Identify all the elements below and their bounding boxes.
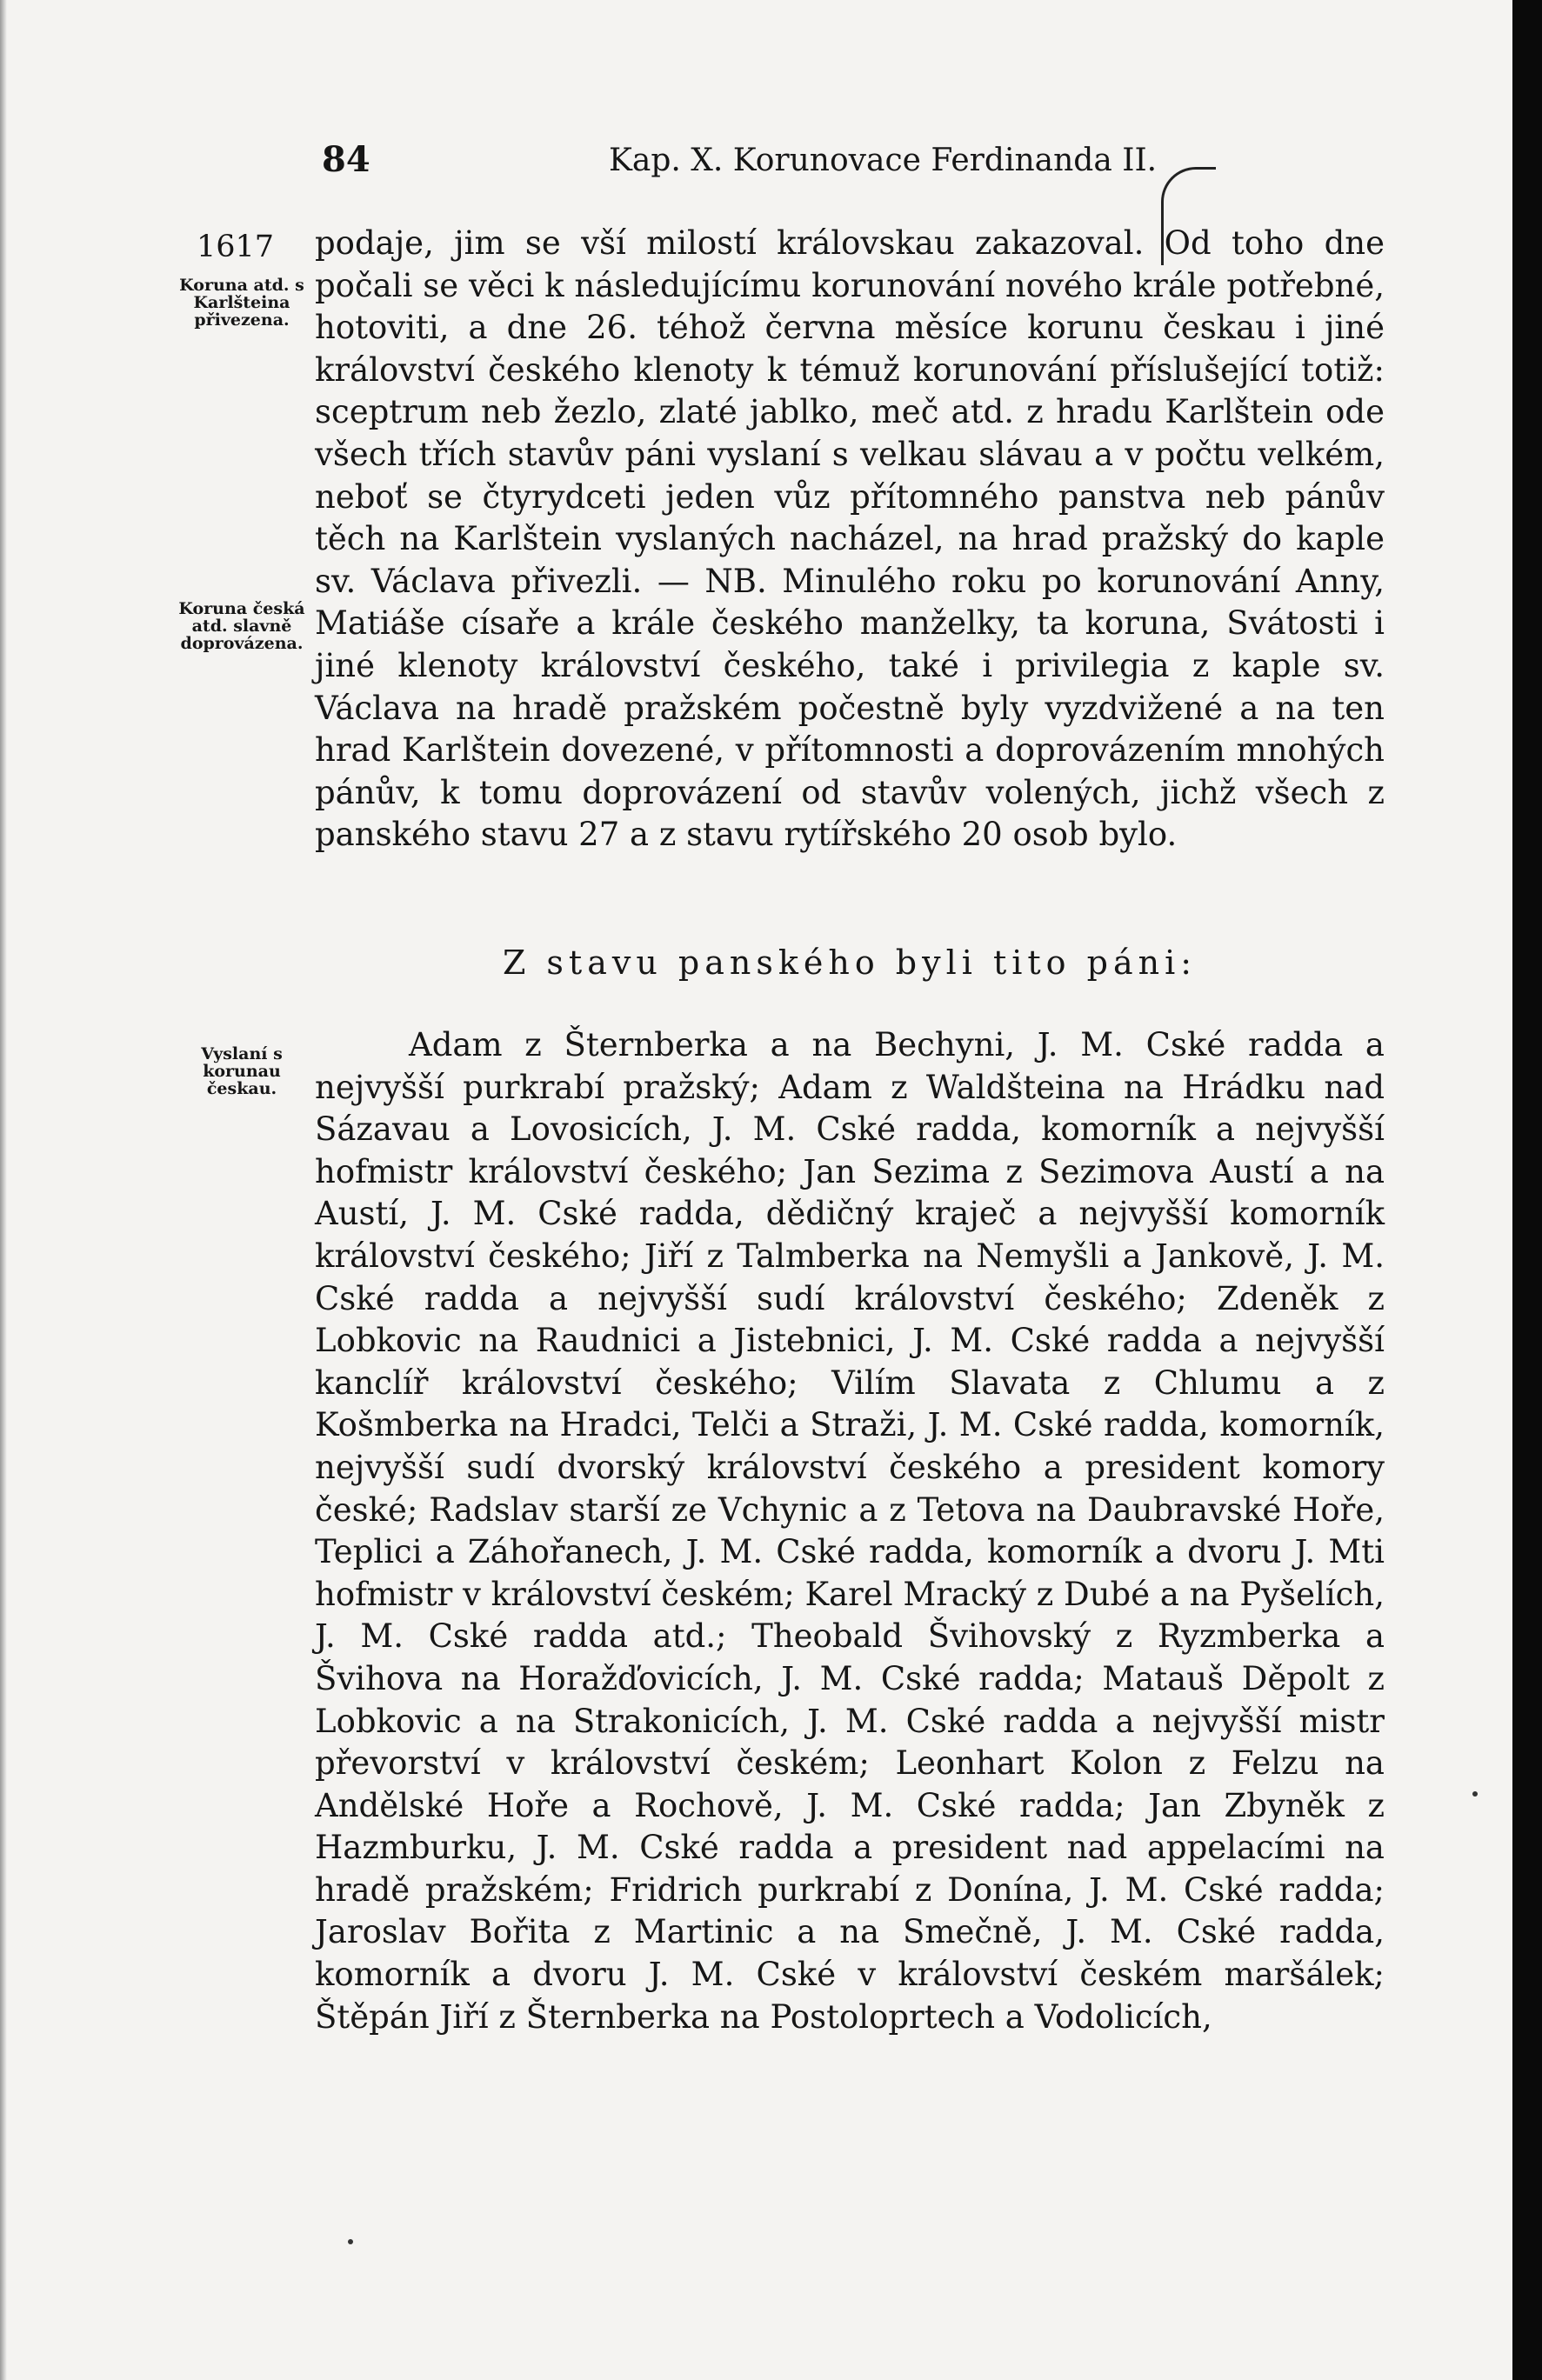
scan-speck <box>348 2239 353 2244</box>
margin-note-crown-brought: Koruna atd. s Karlšteina přivezena. <box>179 276 304 330</box>
running-head <box>322 139 1392 183</box>
margin-year: 1617 <box>197 230 275 264</box>
section-heading: Z stavu panského byli tito páni: <box>502 943 1198 982</box>
chapter-title: Kap. X. Korunovace Ferdinanda II. <box>609 143 1158 178</box>
page-number: 84 <box>322 139 370 180</box>
scan-speck <box>1472 1791 1478 1797</box>
body-paragraph-1: podaje, jim se vší milostí královskau zakazoval. Od toho dne počali se věci k následujícímu korunování nového krále potřebné, hotoviti, a dne 26. téhož června měsíce korunu českau i jiné království českého klenoty k témuž korunování příslušející totiž: sceptrum neb žezlo, zlaté jablko, meč atd. z hradu Karlštein ode všech třích stavův páni vyslaní s velkau slávau a v počtu velkém, neboť se čtyrydceti jeden vůz přítomného panstva neb pánův těch na Karlštein vyslaných nacházel, na hrad pražský do kaple sv. Václava přivezli. — NB. Minulého roku po korunování Anny, Matiáše císaře a krále českého manželky, ta koruna, Svátosti i jiné klenoty království českého, také i privilegia z kaple sv. Václava na hradě pražském počestně byly vyzdvižené a na ten hrad Karlštein dovezené, v přítomnosti a doprovázením mnohých pánův, k tomu doprovázení od stavův volených, jichž všech z panského stavu 27 a z stavu rytířského 20 osob bylo. <box>315 224 1385 854</box>
margin-note-envoys: Vyslaní s korunau českau. <box>201 1044 283 1098</box>
body-paragraph-2: Adam z Šternberka a na Bechyni, J. M. Cské radda a nejvyšší purkrabí pražský; Adam z Waldšteina na Hrádku nad Sázavau a Lovosicích, J. M. Cské radda, komorník a nejvyšší hofmistr království českého; Jan Sezima z Sezimova Austí a na Austí, J. M. Cské radda, dědičný kraječ a nejvyšší komorník království českého; Jiří z Talmberka na Nemyšli a Jankově, J. M. Cské radda a nejvyšší sudí království českého; Zdeněk z Lobkovic na Raudnici a Jistebnici, J. M. Cské radda a nejvyšší kanclíř království českého; Vilím Slavata z Chlumu a z Košmberka na Hradci, Telči a Straži, J. M. Cské radda, komorník, nejvyšší sudí dvorský království českého a president komory české; Radslav starší ze Vchynic a z Tetova na Daubravské Hoře, Teplici a Záhořanech, J. M. Cské radda, komorník a dvoru J. Mti hofmistr v království českém; Karel Mracký z Dubé a na Pyšelích, J. M. Cské radda atd.; Theobald Švihovský z Ryzmberka a Švihova na Horažďovicích, J. M. Cské radda; Matauš Děpolt z Lobkovic a na Strakonicích, J. M. Cské radda a nejvyšší mistr převorství v království českém; Leonhart Kolon z Felzu na Andělské Hoře a Rochově, J. M. Cské radda; Jan Zbyněk z Hazmburku, J. M. Cské radda a president nad appelacími na hradě pražském; Fridrich purkrabí z Donína, J. M. Cské radda; Jaroslav Bořita z Martinic a na Smečně, J. M. Cské radda, komorník a dvoru J. M. Cské v království českém maršálek; Štěpán Jiří z Šternberka na Postoloprtech a Vodolicích, <box>315 1026 1385 2036</box>
margin-note-crown-escorted: Koruna česká atd. slavně doprovázena. <box>178 599 305 653</box>
